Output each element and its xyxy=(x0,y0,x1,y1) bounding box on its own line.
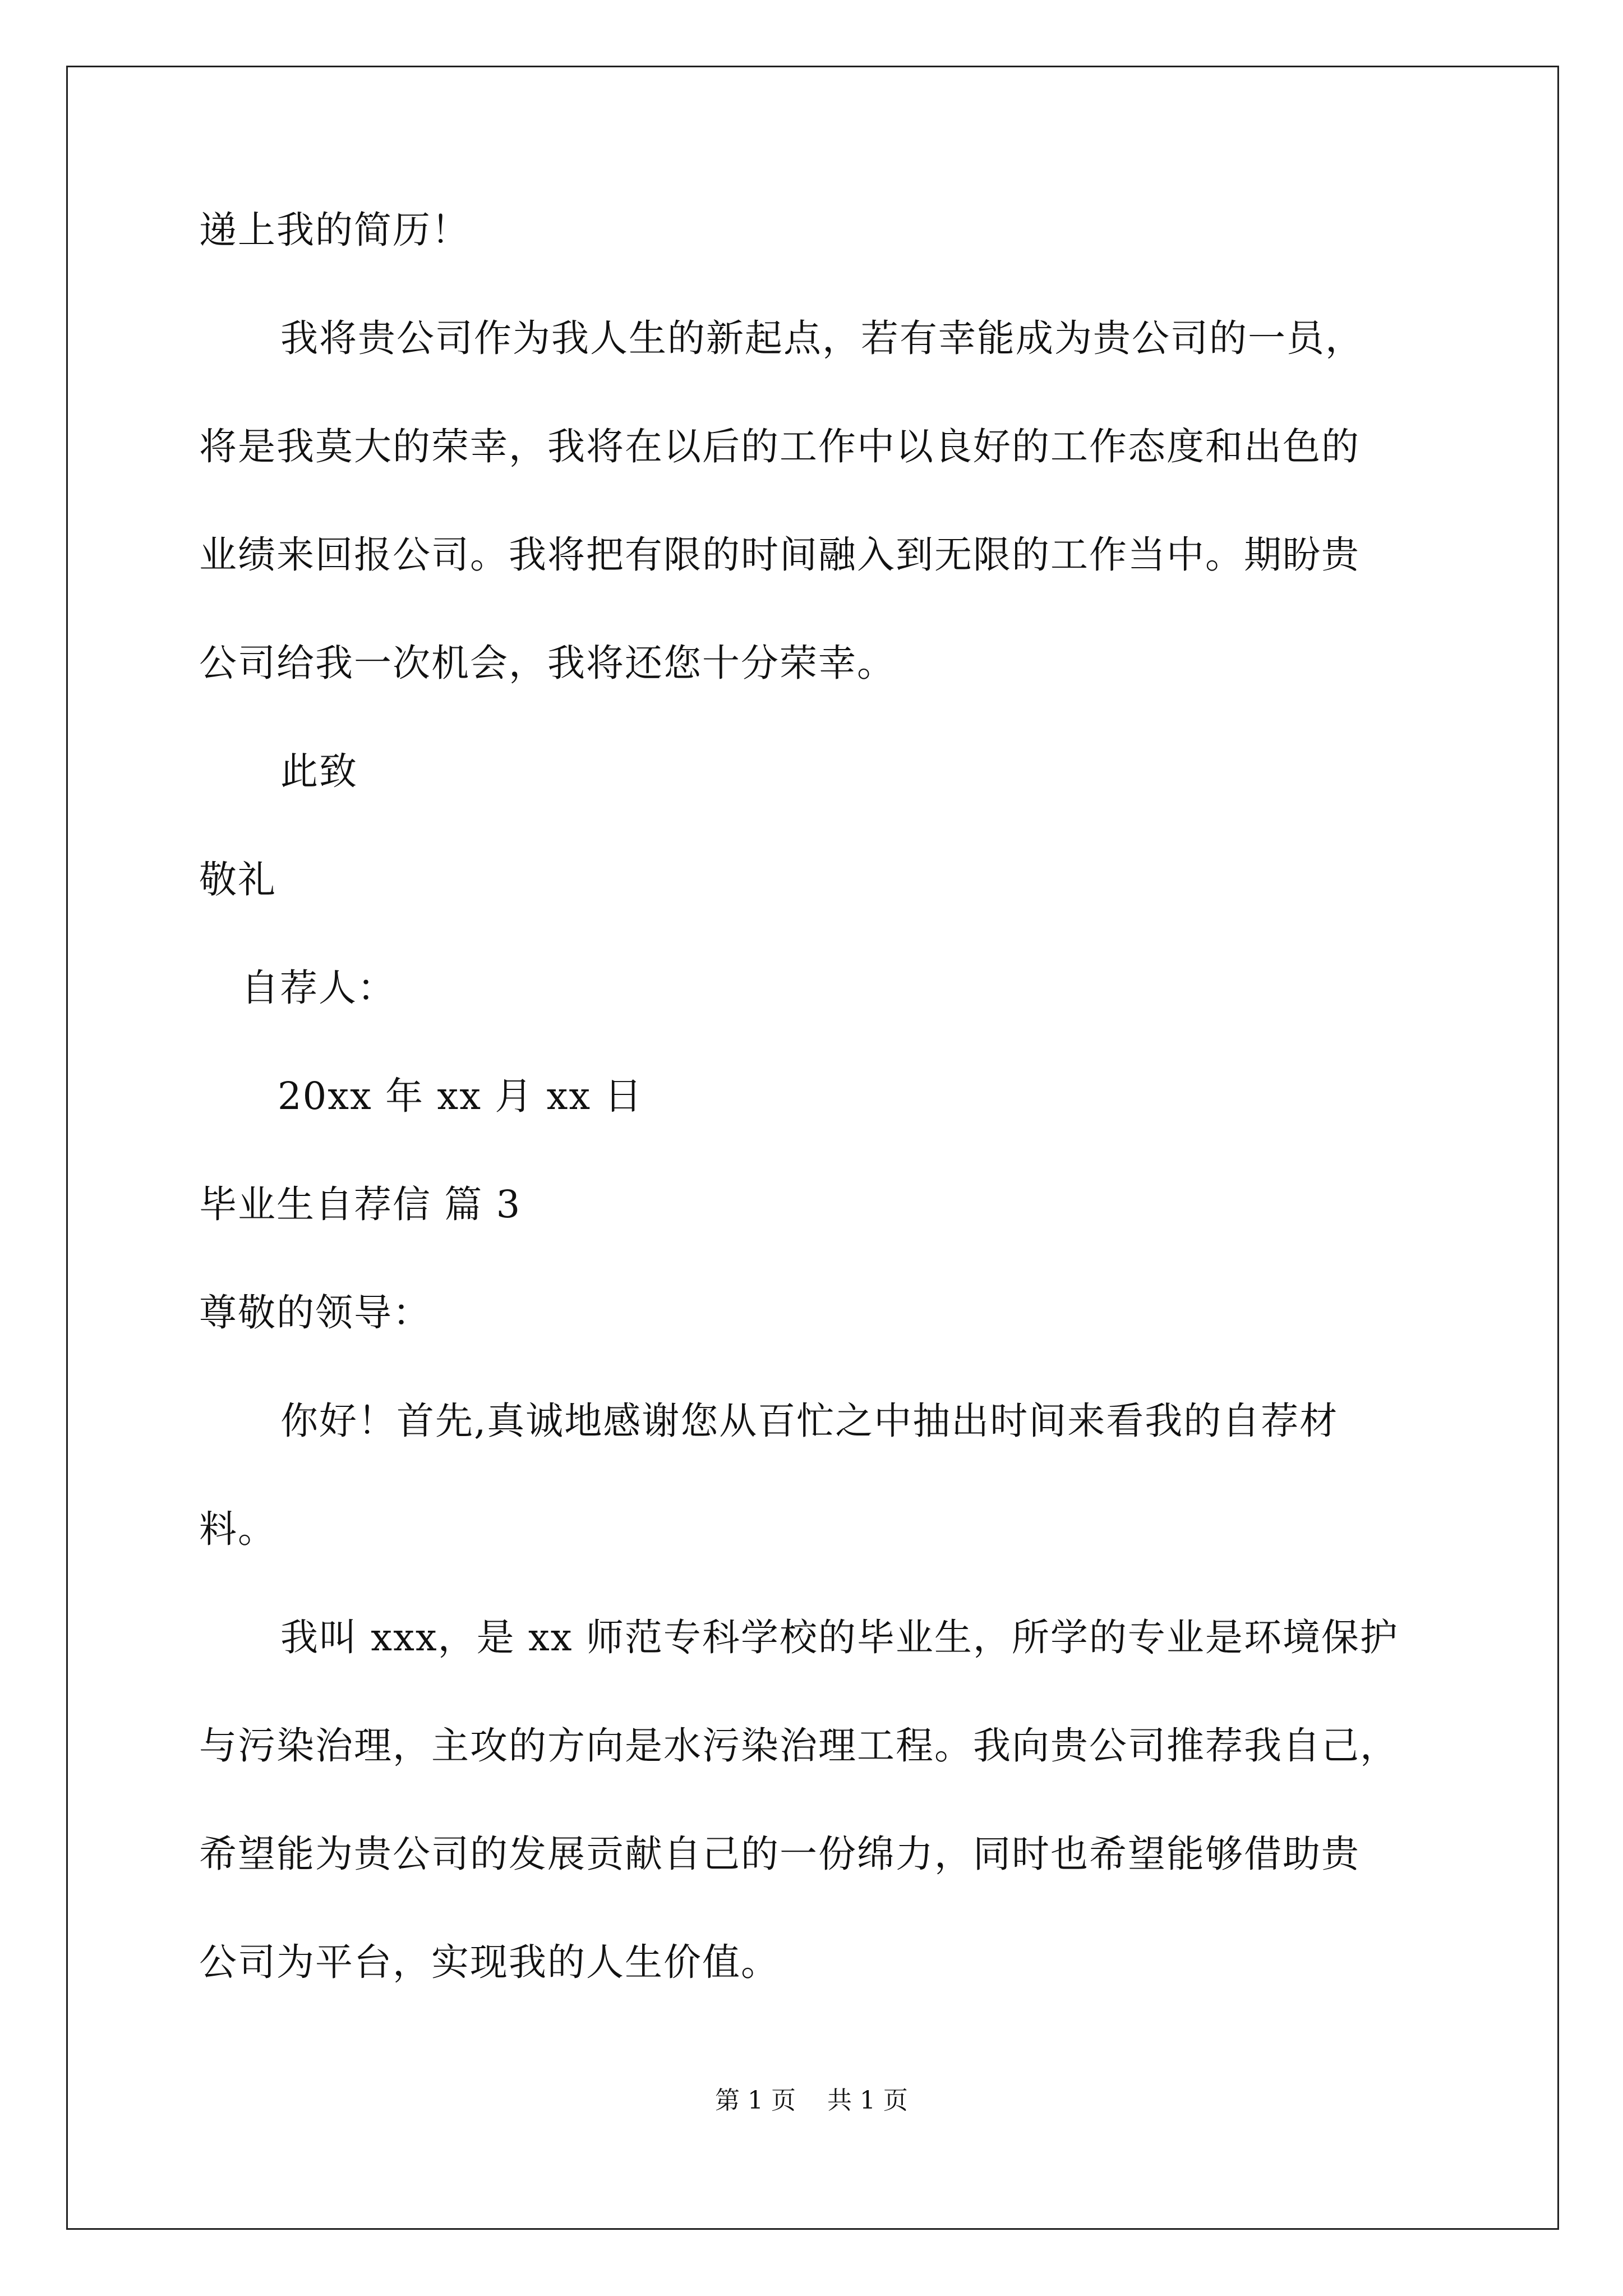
body-line-paragraph-1-2: 将是我莫大的荣幸，我将在以后的工作中以良好的工作态度和出色的 xyxy=(199,425,1360,468)
body-line-paragraph-1-3: 业绩来回报公司。我将把有限的时间融入到无限的工作当中。期盼贵 xyxy=(199,533,1360,577)
body-line-paragraph-3-4: 公司为平台，实现我的人生价值。 xyxy=(199,1940,780,1984)
section-heading: 毕业生自荐信 篇 3 xyxy=(199,1182,522,1226)
body-line-paragraph-3-2: 与污染治理，主攻的方向是水污染治理工程。我向贵公司推荐我自己， xyxy=(199,1724,1399,1768)
body-line-submit-resume: 递上我的简历！ xyxy=(199,208,470,252)
closing-cizhi: 此致 xyxy=(280,749,358,793)
page-footer: 第 1 页 共 1 页 xyxy=(715,2086,908,2115)
body-line-paragraph-2-1: 你好！首先,真诚地感谢您从百忙之中抽出时间来看我的自荐材 xyxy=(280,1399,1339,1443)
body-line-paragraph-2-2: 料。 xyxy=(199,1507,276,1551)
body-line-paragraph-3-3: 希望能为贵公司的发展贡献自己的一份绵力，同时也希望能够借助贵 xyxy=(199,1832,1360,1876)
page-border xyxy=(66,66,1559,2230)
closing-jingli: 敬礼 xyxy=(199,858,276,901)
body-line-paragraph-3-1: 我叫 xxx，是 xx 师范专科学校的毕业生，所学的专业是环境保护 xyxy=(280,1616,1399,1659)
body-line-paragraph-1-1: 我将贵公司作为我人生的新起点，若有幸能成为贵公司的一员， xyxy=(280,316,1364,360)
body-line-paragraph-1-4: 公司给我一次机会，我将还您十分荣幸。 xyxy=(199,641,896,685)
signature-label: 自荐人： xyxy=(241,966,396,1010)
date-line: 20xx 年 xx 月 xx 日 xyxy=(278,1074,643,1118)
salutation: 尊敬的领导： xyxy=(199,1291,431,1335)
